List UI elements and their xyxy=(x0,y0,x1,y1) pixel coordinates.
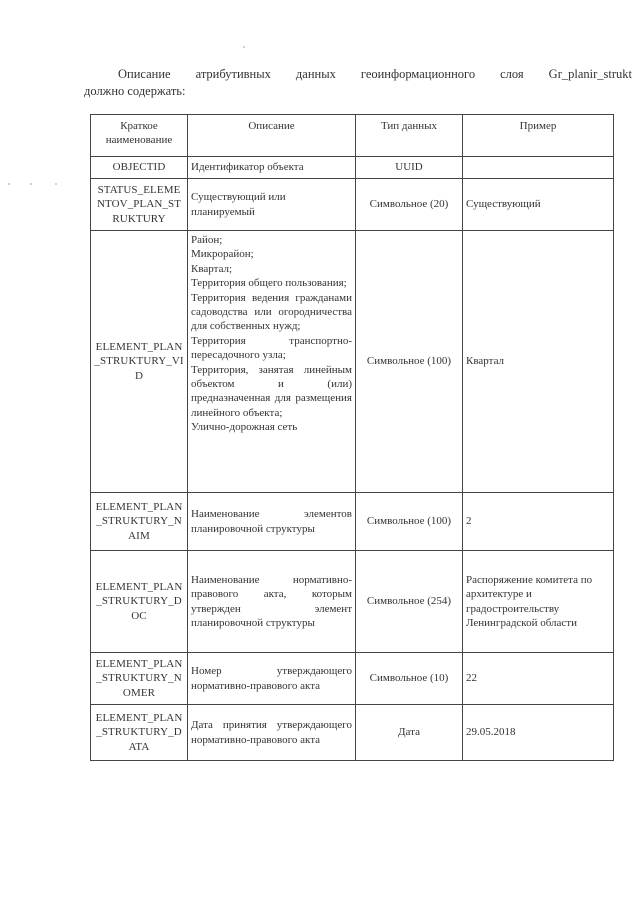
cell-example: Распоряжение комитета по архитектуре и градостроительству Ленинградской области xyxy=(463,551,614,653)
cell-field-name: STATUS_ELEMENTOV_PLAN_STRUKTURY xyxy=(91,179,188,231)
cell-field-name: ELEMENT_PLAN_STRUKTURY_DOC xyxy=(91,551,188,653)
cell-field-name: ELEMENT_PLAN_STRUKTURY_NAIM xyxy=(91,493,188,551)
table-row xyxy=(91,157,614,179)
description-line: Номер утверждающего нормативно-правового акта xyxy=(191,665,352,692)
description-line: Наименование элементов планировочной структуры xyxy=(191,508,352,535)
description-line: Территория, занятая линейным объектом и (или) предназначенная для размещения линейного объекта; xyxy=(191,363,352,419)
description-line: Улично-дорожная сеть xyxy=(191,421,298,434)
scan-speck xyxy=(8,183,10,185)
cell-data-type: UUID xyxy=(356,157,463,179)
cell-example: Квартал xyxy=(463,231,614,493)
cell-description xyxy=(188,179,356,231)
cell-description xyxy=(188,231,356,493)
cell-data-type: Дата xyxy=(356,705,463,761)
table-row xyxy=(91,493,614,551)
attribute-table xyxy=(90,114,614,761)
cell-example: Существующий xyxy=(463,179,614,231)
description-line: Территория общего пользования; xyxy=(191,277,347,290)
description-line: Идентификатор объекта xyxy=(191,161,304,174)
table-row xyxy=(91,231,614,493)
table-header-row xyxy=(91,115,614,157)
intro-line-1: Описание атрибутивных данных геоинформационного слоя Gr_planir_strukt xyxy=(118,67,632,81)
description-line: Дата принятия утверждающего нормативно-правового акта xyxy=(191,719,352,746)
header-short-name: Краткое наименование xyxy=(91,115,188,157)
description-line: Квартал; xyxy=(191,262,233,275)
intro-line-2: должно содержать: xyxy=(84,84,186,98)
scan-speck xyxy=(55,183,57,185)
cell-example: 22 xyxy=(463,653,614,705)
description-line: Существующий или планируемый xyxy=(191,191,286,218)
cell-field-name: ELEMENT_PLAN_STRUKTURY_NOMER xyxy=(91,653,188,705)
cell-data-type: Символьное (10) xyxy=(356,653,463,705)
table-row xyxy=(91,705,614,761)
description-line: Территория ведения гражданами садоводства или огородничества для собственных нужд; xyxy=(191,291,352,333)
cell-data-type: Символьное (254) xyxy=(356,551,463,653)
cell-example: 29.05.2018 xyxy=(463,705,614,761)
description-line: Микрорайон; xyxy=(191,248,254,261)
cell-data-type: Символьное (100) xyxy=(356,493,463,551)
cell-description xyxy=(188,551,356,653)
header-data-type: Тип данных xyxy=(356,115,463,157)
cell-data-type: Символьное (20) xyxy=(356,179,463,231)
cell-data-type: Символьное (100) xyxy=(356,231,463,493)
table-row xyxy=(91,653,614,705)
cell-example xyxy=(463,157,614,179)
table-row xyxy=(91,551,614,653)
description-line: Наименование нормативно-правового акта, которым утвержден элемент планировочной структуры xyxy=(191,573,352,629)
scan-speck xyxy=(243,46,245,48)
cell-field-name: OBJECTID xyxy=(91,157,188,179)
cell-field-name: ELEMENT_PLAN_STRUKTURY_DATA xyxy=(91,705,188,761)
header-example: Пример xyxy=(463,115,614,157)
cell-description xyxy=(188,157,356,179)
description-line: Территория транспортно-пересадочного узла; xyxy=(191,334,352,362)
cell-description xyxy=(188,653,356,705)
scan-speck xyxy=(30,183,32,185)
cell-description xyxy=(188,493,356,551)
description-line: Район; xyxy=(191,234,223,246)
table-row xyxy=(91,179,614,231)
header-description: Описание xyxy=(188,115,356,157)
cell-description xyxy=(188,705,356,761)
intro-paragraph xyxy=(84,66,632,100)
cell-example: 2 xyxy=(463,493,614,551)
cell-field-name: ELEMENT_PLAN_STRUKTURY_VID xyxy=(91,231,188,493)
